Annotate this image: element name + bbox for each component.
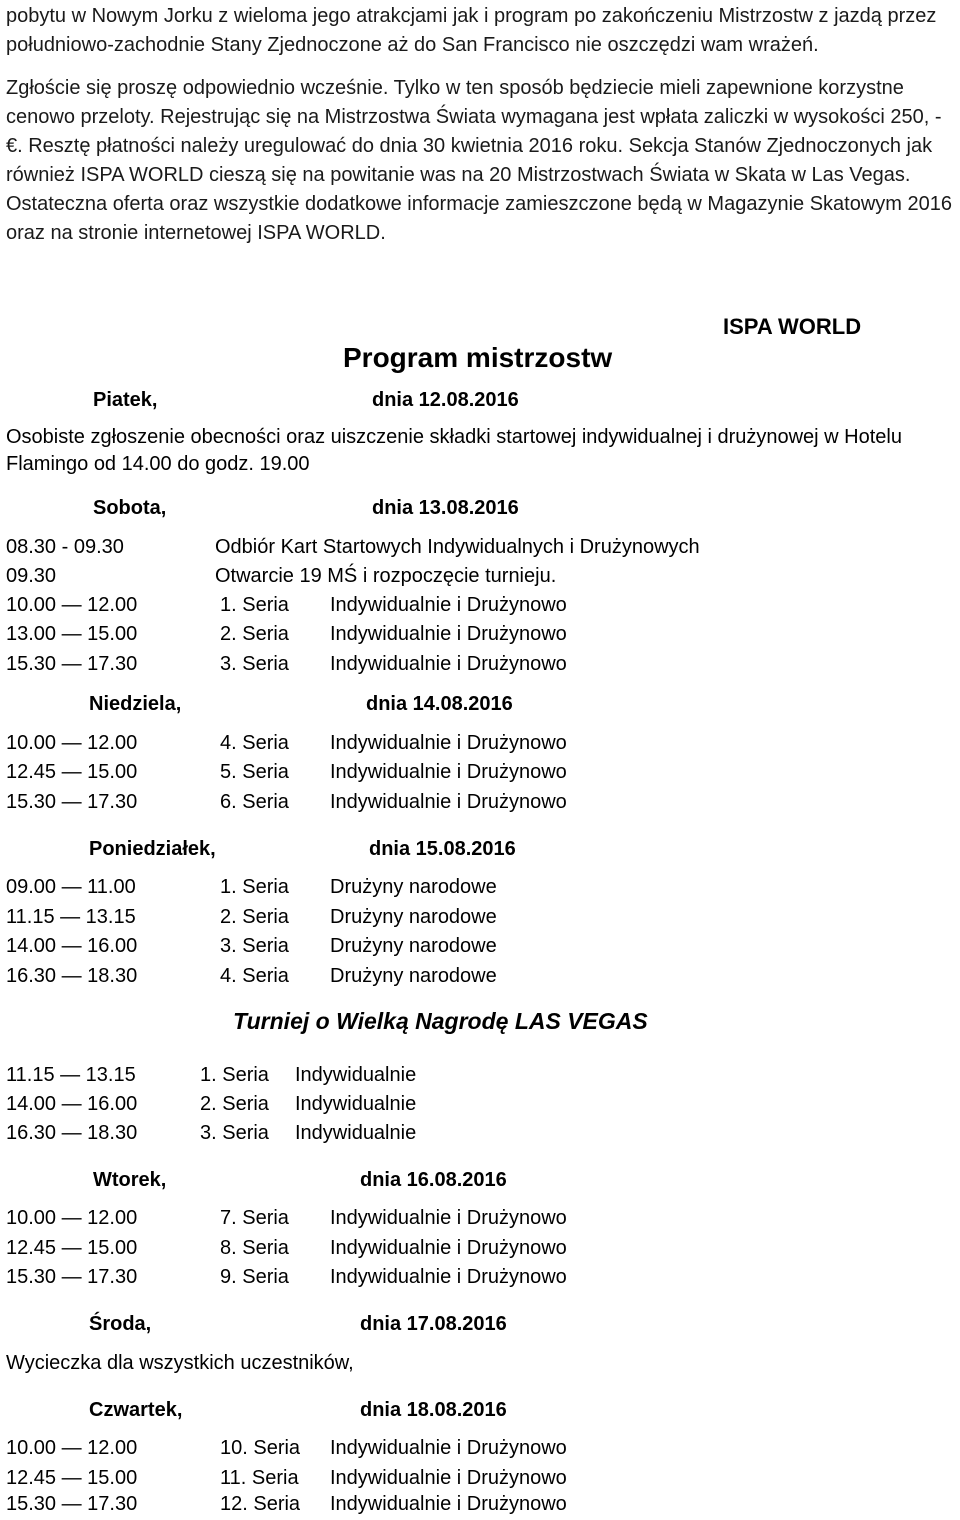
row-time: 14.00 — 16.00 bbox=[6, 1093, 138, 1115]
row-seria: 8. Seria bbox=[220, 1237, 289, 1259]
schedule-row bbox=[0, 1204, 960, 1233]
row-seria: 2. Seria bbox=[200, 1093, 269, 1115]
schedule-row bbox=[0, 1061, 960, 1090]
row-time: 11.15 — 13.15 bbox=[6, 906, 136, 928]
row-seria: 3. Seria bbox=[220, 653, 289, 675]
schedule-row bbox=[0, 562, 960, 591]
day-name: Środa, bbox=[89, 1313, 152, 1335]
day-date: dnia 13.08.2016 bbox=[372, 497, 519, 519]
tournament-title: Turniej o Wielką Nagrodę LAS VEGAS bbox=[233, 1008, 648, 1034]
day-date: dnia 16.08.2016 bbox=[360, 1169, 507, 1191]
row-kind: Indywidualnie i Drużynowo bbox=[330, 761, 567, 783]
day-date: dnia 12.08.2016 bbox=[372, 389, 519, 411]
row-seria: 4. Seria bbox=[220, 732, 289, 754]
row-time: 08.30 - 09.30 bbox=[6, 536, 124, 558]
row-time: 14.00 — 16.00 bbox=[6, 935, 138, 957]
day-name: Czwartek, bbox=[89, 1399, 183, 1421]
intro-text bbox=[6, 2, 956, 248]
row-seria: 1. Seria bbox=[200, 1064, 269, 1086]
row-kind: Indywidualnie i Drużynowo bbox=[330, 732, 567, 754]
schedule-row bbox=[0, 873, 960, 902]
friday-note: Osobiste zgłoszenie obecności oraz uiszczenie składki startowej indywidualnej i drużynowej w Hotelu Flamingo od 14.00 do godz. 19.00 bbox=[6, 426, 902, 475]
row-seria: 9. Seria bbox=[220, 1266, 289, 1288]
day-header-monday bbox=[0, 835, 960, 863]
row-kind: Indywidualnie i Drużynowo bbox=[330, 1437, 567, 1459]
row-time: 16.30 — 18.30 bbox=[6, 965, 138, 987]
schedule-row bbox=[0, 1434, 960, 1463]
schedule-row bbox=[0, 962, 960, 991]
schedule-row bbox=[0, 1464, 960, 1493]
row-seria: 2. Seria bbox=[220, 906, 289, 928]
schedule-row bbox=[0, 533, 960, 562]
row-kind: Drużyny narodowe bbox=[330, 876, 497, 898]
row-kind: Indywidualnie bbox=[295, 1064, 417, 1086]
row-time: 10.00 — 12.00 bbox=[6, 594, 138, 616]
row-seria: 1. Seria bbox=[220, 876, 289, 898]
row-seria: 6. Seria bbox=[220, 791, 289, 813]
row-time: 09.30 bbox=[6, 565, 57, 587]
row-time: 15.30 — 17.30 bbox=[6, 1266, 138, 1288]
row-seria: 10. Seria bbox=[220, 1437, 301, 1459]
page-title: Program mistrzostw bbox=[343, 342, 613, 373]
row-kind: Indywidualnie i Drużynowo bbox=[330, 1266, 567, 1288]
day-header-wednesday bbox=[0, 1310, 960, 1338]
row-kind: Indywidualnie i Drużynowo bbox=[330, 594, 567, 616]
row-kind: Drużyny narodowe bbox=[330, 906, 497, 928]
wednesday-note: Wycieczka dla wszystkich uczestników, bbox=[6, 1352, 354, 1374]
row-time: 13.00 — 15.00 bbox=[6, 623, 138, 645]
schedule-row bbox=[0, 903, 960, 932]
row-time: 15.30 — 17.30 bbox=[6, 653, 138, 675]
row-time: 12.45 — 15.00 bbox=[6, 761, 138, 783]
row-seria: 1. Seria bbox=[220, 594, 289, 616]
schedule-row bbox=[0, 1234, 960, 1263]
day-name: Niedziela, bbox=[89, 693, 182, 715]
row-kind: Indywidualnie i Drużynowo bbox=[330, 1467, 567, 1489]
row-time: 11.15 — 13.15 bbox=[6, 1064, 136, 1086]
schedule-row bbox=[0, 1263, 960, 1292]
row-seria: 4. Seria bbox=[220, 965, 289, 987]
schedule-row bbox=[0, 1090, 960, 1119]
row-time: 15.30 — 17.30 bbox=[6, 791, 138, 813]
schedule-row bbox=[0, 788, 960, 817]
row-kind: Indywidualnie bbox=[295, 1093, 417, 1115]
row-seria: 3. Seria bbox=[220, 935, 289, 957]
row-time: 10.00 — 12.00 bbox=[6, 1207, 138, 1229]
schedule-row bbox=[0, 650, 960, 679]
row-kind: Indywidualnie i Drużynowo bbox=[330, 653, 567, 675]
org-heading: ISPA WORLD bbox=[723, 314, 862, 339]
row-time: 15.30 — 17.30 bbox=[6, 1493, 138, 1515]
row-kind: Indywidualnie i Drużynowo bbox=[330, 791, 567, 813]
day-date: dnia 14.08.2016 bbox=[366, 693, 513, 715]
row-time: 10.00 — 12.00 bbox=[6, 1437, 138, 1459]
row-seria: 12. Seria bbox=[220, 1493, 301, 1515]
row-time: 12.45 — 15.00 bbox=[6, 1467, 138, 1489]
day-name: Poniedziałek, bbox=[89, 838, 216, 860]
row-time: 12.45 — 15.00 bbox=[6, 1237, 138, 1259]
row-kind: Indywidualnie i Drużynowo bbox=[330, 1237, 567, 1259]
row-time: 16.30 — 18.30 bbox=[6, 1122, 138, 1144]
day-header-tuesday bbox=[0, 1166, 960, 1194]
row-seria: 5. Seria bbox=[220, 761, 289, 783]
row-time: 10.00 — 12.00 bbox=[6, 732, 138, 754]
row-time: 09.00 — 11.00 bbox=[6, 876, 136, 898]
day-name: Piatek, bbox=[93, 389, 158, 411]
intro-paragraph-1: pobytu w Nowym Jorku z wieloma jego atrakcjami jak i program po zakończeniu Mistrzostw z jazdą przez południowo-zachodnie Stany Zjednoczone aż do San Francisco nie oszczędzi wam wrażeń. bbox=[6, 5, 937, 56]
row-kind: Indywidualnie i Drużynowo bbox=[330, 1207, 567, 1229]
day-date: dnia 17.08.2016 bbox=[360, 1313, 507, 1335]
row-kind: Drużyny narodowe bbox=[330, 935, 497, 957]
row-kind: Indywidualnie i Drużynowo bbox=[330, 1493, 567, 1515]
day-header-saturday bbox=[0, 494, 960, 522]
row-seria: 3. Seria bbox=[200, 1122, 269, 1144]
row-seria: 7. Seria bbox=[220, 1207, 289, 1229]
day-date: dnia 18.08.2016 bbox=[360, 1399, 507, 1421]
row-desc: Otwarcie 19 MŚ i rozpoczęcie turnieju. bbox=[215, 565, 557, 587]
schedule-row bbox=[0, 758, 960, 787]
day-header-thursday bbox=[0, 1396, 960, 1424]
row-seria: 2. Seria bbox=[220, 623, 289, 645]
day-name: Wtorek, bbox=[93, 1169, 167, 1191]
day-header-friday bbox=[0, 386, 960, 414]
schedule-row bbox=[0, 1119, 960, 1148]
day-date: dnia 15.08.2016 bbox=[369, 838, 516, 860]
day-header-sunday bbox=[0, 690, 960, 718]
row-desc: Odbiór Kart Startowych Indywidualnych i Drużynowych bbox=[215, 536, 700, 558]
row-kind: Drużyny narodowe bbox=[330, 965, 497, 987]
schedule-row bbox=[0, 591, 960, 620]
intro-paragraph-2: Zgłoście się proszę odpowiednio wcześnie. Tylko w ten sposób będziecie mieli zapewnione korzystne cenowo przeloty. Rejestrując się na Mistrzostwa Świata wymagana jest wpłata zaliczki w wysokości 250, - €. Resztę płatności należy uregulować do dnia 30 kwietnia 2016 roku. Sekcja Stanów Zjednoczonych jak również ISPA WORLD cieszą się na powitanie was na 20 Mistrzostwach Świata w Skata w Las Vegas. Ostateczna oferta oraz wszystkie dodatkowe informacje zamieszczone będą w Magazynie Skatowym 2016 oraz na stronie internetowej ISPA WORLD. bbox=[6, 77, 953, 244]
row-kind: Indywidualnie bbox=[295, 1122, 417, 1144]
row-kind: Indywidualnie i Drużynowo bbox=[330, 623, 567, 645]
schedule-row bbox=[0, 729, 960, 758]
schedule-row bbox=[0, 1490, 960, 1519]
schedule-row bbox=[0, 620, 960, 649]
day-name: Sobota, bbox=[93, 497, 167, 519]
schedule-row bbox=[0, 932, 960, 961]
row-seria: 11. Seria bbox=[220, 1467, 299, 1489]
